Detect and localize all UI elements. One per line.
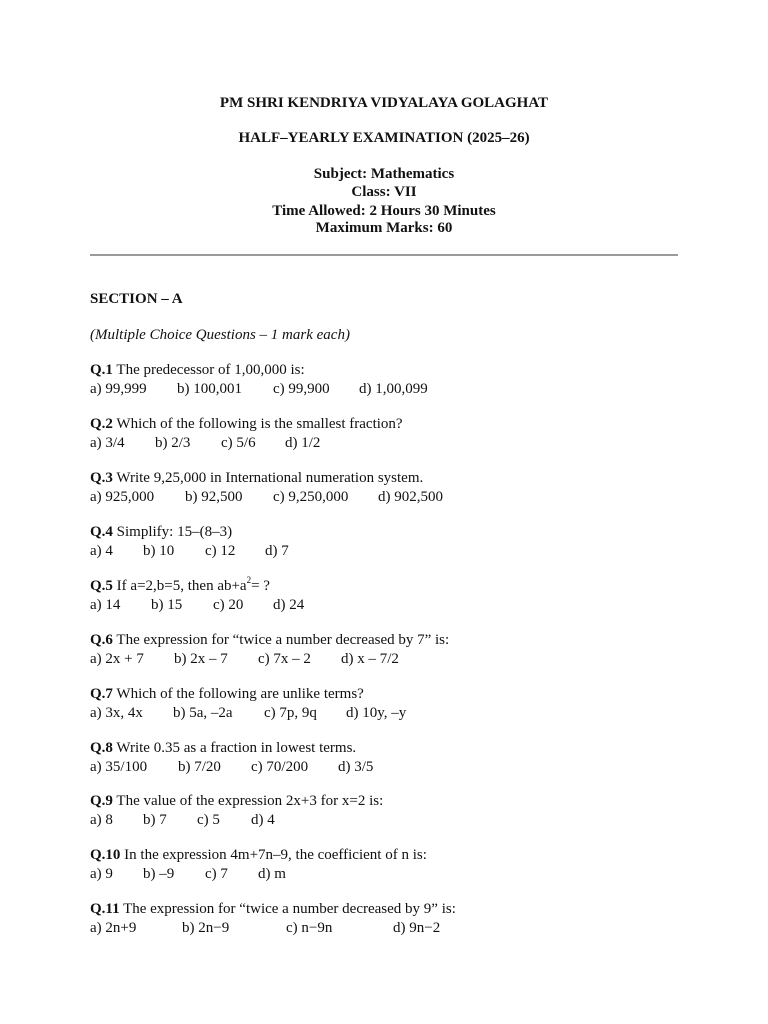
section-title: SECTION – A — [90, 291, 183, 307]
question-number: Q.1 — [90, 362, 113, 378]
question-number: Q.9 — [90, 793, 113, 809]
question-1 — [90, 361, 305, 379]
option-b: b) 7 — [143, 812, 167, 828]
question-5 — [90, 577, 270, 595]
question-number: Q.5 — [90, 578, 113, 594]
option-d: d) 9n−2 — [393, 920, 441, 936]
option-a: a) 9 — [90, 866, 113, 882]
subject-line: Subject: Mathematics — [313, 166, 455, 182]
question-7 — [90, 685, 364, 703]
option-a: a) 14 — [90, 597, 121, 613]
question-8 — [90, 739, 356, 757]
option-c: c) 7p, 9q — [264, 705, 317, 721]
option-d: d) 3/5 — [338, 759, 374, 775]
question-text: The expression for “twice a number decreased by 7” is: — [116, 632, 450, 648]
option-a: a) 2x + 7 — [90, 651, 144, 667]
section-subtitle: (Multiple Choice Questions – 1 mark each) — [90, 327, 350, 343]
option-b: b) 7/20 — [178, 759, 221, 775]
school-name: PM SHRI KENDRIYA VIDYALAYA GOLAGHAT — [219, 95, 549, 111]
header-divider — [90, 254, 678, 256]
time-line: Time Allowed: 2 Hours 30 Minutes — [272, 203, 496, 219]
question-number: Q.11 — [90, 901, 120, 917]
question-number: Q.6 — [90, 632, 113, 648]
exam-title: HALF–YEARLY EXAMINATION (2025–26) — [238, 130, 530, 146]
option-a: a) 99,999 — [90, 381, 147, 397]
question-number: Q.4 — [90, 524, 113, 540]
question-number: Q.7 — [90, 686, 113, 702]
option-c: c) 5/6 — [221, 435, 256, 451]
option-a: a) 925,000 — [90, 489, 155, 505]
option-b: b) 2/3 — [155, 435, 191, 451]
option-d: d) 4 — [251, 812, 275, 828]
option-a: a) 2n+9 — [90, 920, 137, 936]
question-text: Simplify: 15–(8–3) — [116, 524, 233, 540]
option-d: d) 10y, –y — [346, 705, 407, 721]
marks-line: Maximum Marks: 60 — [315, 220, 453, 236]
question-text: The predecessor of 1,00,000 is: — [116, 362, 305, 378]
option-b: b) 100,001 — [177, 381, 242, 397]
class-line: Class: VII — [351, 184, 417, 200]
option-b: b) 2x – 7 — [174, 651, 228, 667]
option-d: d) 24 — [273, 597, 305, 613]
option-c: c) 5 — [197, 812, 220, 828]
option-a: a) 35/100 — [90, 759, 148, 775]
option-d: d) 902,500 — [378, 489, 443, 505]
option-a: a) 4 — [90, 543, 113, 559]
option-c: c) 7 — [205, 866, 228, 882]
option-c: c) 99,900 — [273, 381, 330, 397]
question-text: Which of the following are unlike terms? — [116, 686, 364, 702]
question-text: If a=2,b=5, then $ab+a^2=$ ? — [116, 575, 270, 594]
question-text: The value of the expression 2x+3 for x=2 is: — [116, 793, 384, 809]
question-number: Q.8 — [90, 740, 113, 756]
option-d: d) 1,00,099 — [359, 381, 428, 397]
option-b: b) 92,500 — [185, 489, 243, 505]
option-d: d) 1/2 — [285, 435, 321, 451]
question-text: Which of the following is the smallest fraction? — [116, 416, 403, 432]
question-3 — [90, 469, 423, 487]
question-2 — [90, 415, 403, 433]
option-a: a) 8 — [90, 812, 113, 828]
option-d: d) x – 7/2 — [341, 651, 399, 667]
question-text: The expression for “twice a number decreased by 9” is: — [123, 901, 456, 917]
question-9 — [90, 792, 383, 810]
question-11 — [90, 900, 456, 918]
question-text: Write 0.35 as a fraction in lowest terms. — [116, 740, 357, 756]
option-c: c) 7x – 2 — [258, 651, 311, 667]
question-4 — [90, 523, 232, 541]
option-d: d) 7 — [265, 543, 289, 559]
option-c: c) n−9n — [286, 920, 333, 936]
option-b: b) –9 — [143, 866, 175, 882]
option-c: c) 9,250,000 — [273, 489, 349, 505]
option-c: c) 70/200 — [251, 759, 309, 775]
question-6 — [90, 631, 449, 649]
option-a: a) 3x, 4x — [90, 705, 143, 721]
question-text: Write 9,25,000 in International numeration system. — [116, 470, 424, 486]
superscript: 2 — [246, 575, 252, 585]
question-number: Q.3 — [90, 470, 113, 486]
question-number: Q.2 — [90, 416, 113, 432]
option-b: b) 15 — [151, 597, 183, 613]
option-c: c) 20 — [213, 597, 244, 613]
option-b: b) 10 — [143, 543, 175, 559]
question-text: In the expression 4m+7n–9, the coefficient of n is: — [124, 847, 427, 863]
option-d: d) m — [258, 866, 286, 882]
question-number: Q.10 — [90, 847, 121, 863]
option-a: a) 3/4 — [90, 435, 125, 451]
option-c: c) 12 — [205, 543, 236, 559]
option-b: b) 2n−9 — [182, 920, 230, 936]
option-b: b) 5a, –2a — [173, 705, 233, 721]
question-10 — [90, 846, 427, 864]
